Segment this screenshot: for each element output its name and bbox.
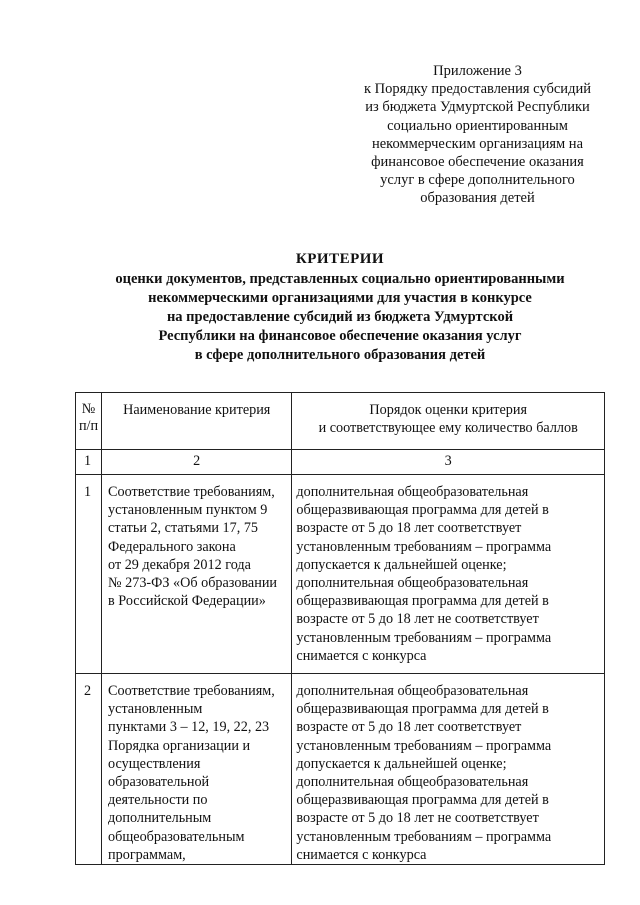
criterion-order-line: возрасте от 5 до 18 лет не соответствует [296,810,539,827]
header-order-line: Порядок оценки критерия [369,402,527,418]
header-num [76,393,102,450]
title-heading: КРИТЕРИИ [295,251,385,267]
appendix-line: из бюджета Удмуртской Республики [365,99,590,116]
header-order-line: и соответствующее ему количество баллов [318,420,578,436]
header-name: Наименование критерия [102,393,292,450]
appendix-line: финансовое обеспечение оказания [371,154,584,171]
criteria-table [75,392,605,865]
criterion-name-line: статьи 2, статьями 17, 75 [108,520,259,537]
row-number: 2 [76,674,102,865]
header-num-line: п/п [78,418,99,434]
criterion-name [102,674,292,865]
criterion-order-line: снимается с конкурса [296,647,427,664]
criterion-name-line: деятельности по [108,792,208,809]
criterion-name-line: в Российской Федерации» [108,593,266,610]
criterion-order-line: установленным требованиям – программа [296,629,552,646]
appendix-line: некоммерческим организациям на [371,135,584,152]
index-cell: 2 [102,450,292,475]
title-line: оценки документов, представленных социально ориентированными [115,271,565,287]
criterion-order [292,475,605,674]
title-line: некоммерческими организациями для участия в конкурсе [148,290,532,306]
criterion-order-line: общеразвивающая программа для детей в [296,593,549,610]
criterion-name-line: Порядка организации и [108,737,251,754]
header-order [292,393,605,450]
table-index-row [76,450,605,475]
criterion-order-line: допускается к дальнейшей оценке; [296,755,507,772]
table-row [76,674,605,865]
criterion-order-line: дополнительная общеобразовательная [296,683,529,700]
criterion-order-line: установленным требованиям – программа [296,737,552,754]
appendix-line: социально ориентированным [387,117,568,134]
criterion-name-line: образовательной [108,774,210,791]
criterion-name-line: общеобразовательным [108,828,245,845]
criterion-name [102,475,292,674]
criterion-order-line: возрасте от 5 до 18 лет соответствует [296,520,522,537]
appendix-line: услуг в сфере дополнительного [380,172,575,189]
criterion-order-line: дополнительная общеобразовательная [296,774,529,791]
criterion-order-line: установленным требованиям – программа [296,828,552,845]
criterion-name-line: № 273-ФЗ «Об образовании [108,575,278,592]
title-line: Республики на финансовое обеспечение оказания услуг [158,328,522,344]
table-row [76,475,605,674]
row-number: 1 [76,475,102,674]
appendix-block [350,62,605,208]
criterion-name-line: Федерального закона [108,538,236,555]
title-line: на предоставление субсидий из бюджета Удмуртской [166,309,514,325]
criterion-order-line: возрасте от 5 до 18 лет соответствует [296,719,522,736]
criterion-name-line: дополнительным [108,810,212,827]
criterion-order-line: дополнительная общеобразовательная [296,484,529,500]
criterion-order-line: установленным требованиям – программа [296,538,552,555]
criterion-name-line: пунктами 3 – 12, 19, 22, 23 [108,719,270,736]
criterion-order-line: общеразвивающая программа для детей в [296,701,549,718]
criterion-order [292,674,605,865]
criterion-name-line: установленным пунктом 9 [108,502,268,519]
appendix-line: образования детей [420,190,535,207]
criterion-order-line: общеразвивающая программа для детей в [296,502,549,519]
appendix-line: к Порядку предоставления субсидий [364,81,591,98]
criterion-name-line: осуществления [108,755,201,772]
criterion-name-line: Соответствие требованиям, [108,683,275,700]
table-header-row [76,393,605,450]
appendix-line: Приложение 3 [433,63,522,79]
index-cell: 3 [292,450,605,475]
criterion-name-line: программам, [108,846,186,863]
criterion-order-line: допускается к дальнейшей оценке; [296,556,507,573]
header-num-line: № [81,401,96,417]
criterion-order-line: дополнительная общеобразовательная [296,575,529,592]
criterion-name-line: установленным [108,701,203,718]
criterion-order-line: общеразвивающая программа для детей в [296,792,549,809]
criterion-order-line: возрасте от 5 до 18 лет не соответствует [296,611,539,628]
index-cell: 1 [76,450,102,475]
title-line: в сфере дополнительного образования детей [194,347,486,363]
criterion-name-line: Соответствие требованиям, [108,484,275,500]
criterion-order-line: снимается с конкурса [296,846,427,863]
criterion-name-line: от 29 декабря 2012 года [108,556,251,573]
document-title [60,250,620,365]
